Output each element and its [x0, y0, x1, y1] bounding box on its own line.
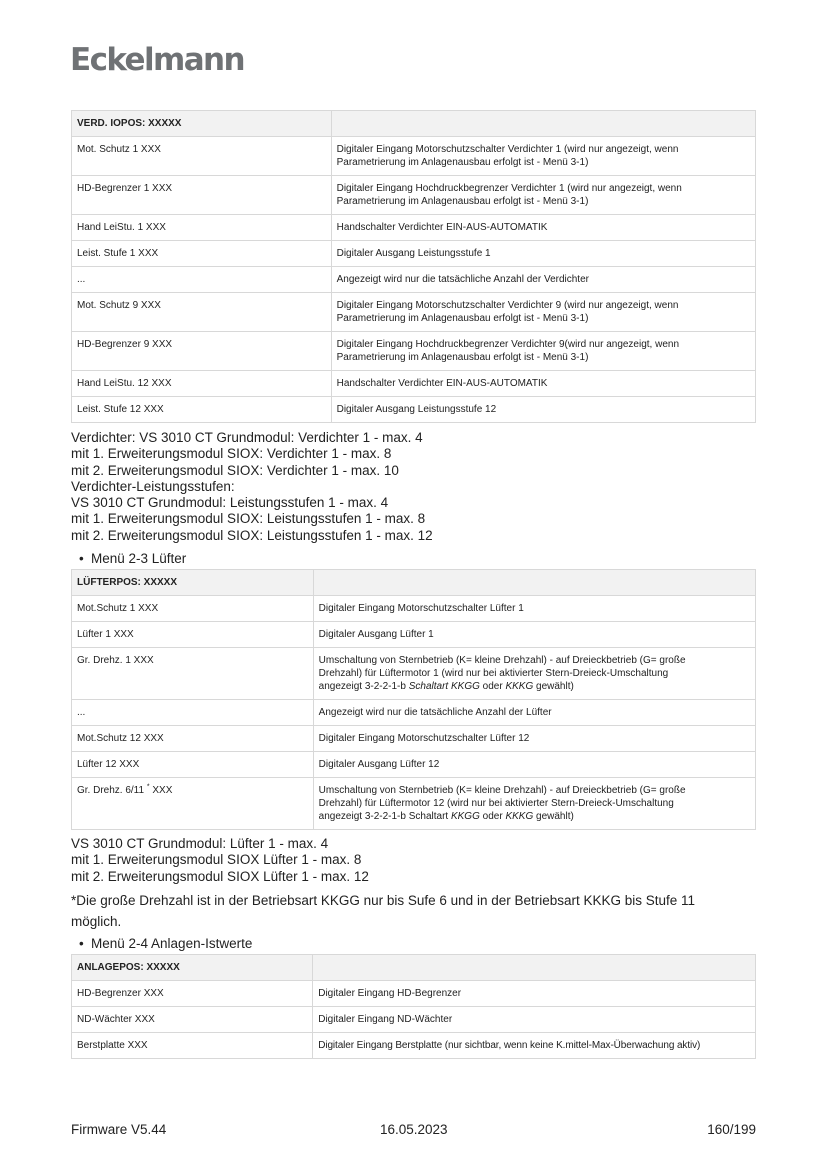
table-row [72, 752, 756, 778]
table-row [72, 293, 756, 332]
table-header-cell: ANLAGEPOS: XXXXX [72, 955, 313, 981]
table-header-cell-empty [313, 955, 756, 981]
row-label: Mot. Schutz 9 XXX [72, 293, 332, 332]
bullet-icon: • [79, 551, 84, 566]
note-line: mit 1. Erweiterungsmodul SIOX: Leistungsstufen 1 - max. 8 [71, 511, 426, 527]
row-description: Digitaler Eingang Hochdruckbegrenzer Verdichter 1 (wird nur angezeigt, wenn Parametrierung im Anlagenausbau erfolgt ist - Menü 3-1) [331, 176, 755, 215]
row-description: Angezeigt wird nur die tatsächliche Anzahl der Verdichter [331, 267, 755, 293]
bullet-label: Menü 2-4 Anlagen-Istwerte [91, 936, 253, 951]
row-label: Hand LeiStu. 1 XXX [72, 215, 332, 241]
table-row [72, 176, 756, 215]
row-label: HD-Begrenzer XXX [72, 981, 313, 1007]
table-header-cell-empty [331, 111, 755, 137]
table-row [72, 332, 756, 371]
row-label: ... [72, 267, 332, 293]
row-description: Digitaler Ausgang Leistungsstufe 1 [331, 241, 755, 267]
row-label: Mot. Schutz 1 XXX [72, 137, 332, 176]
note-line: mit 1. Erweiterungsmodul SIOX Lüfter 1 - max. 8 [71, 852, 362, 868]
row-label: Lüfter 12 XXX [72, 752, 314, 778]
row-label: HD-Begrenzer 1 XXX [72, 176, 332, 215]
row-label: Mot.Schutz 12 XXX [72, 726, 314, 752]
note-line: VS 3010 CT Grundmodul: Lüfter 1 - max. 4 [71, 836, 329, 851]
row-description: Digitaler Eingang Motorschutzschalter Verdichter 9 (wird nur angezeigt, wenn Parametrierung im Anlagenausbau erfolgt ist - Menü 3-1) [331, 293, 755, 332]
table-row [72, 215, 756, 241]
row-description: Umschaltung von Sternbetrieb (K= kleine Drehzahl) - auf Dreieckbetrieb (G= große Drehzahl) für Lüftermotor 12 (wird nur bei aktivierter Stern-Dreieck-Umschaltung angezeigt 3-2-2-1-b Schaltart KKGG oder KKKG gewählt) [313, 778, 755, 830]
table-header-row [72, 111, 756, 137]
table-row [72, 371, 756, 397]
table-header-row [72, 570, 756, 596]
row-label: ND-Wächter XXX [72, 1007, 313, 1033]
note-line: mit 1. Erweiterungsmodul SIOX: Verdichter 1 - max. 8 [71, 446, 392, 462]
table-header-cell: LÜFTERPOS: XXXXX [72, 570, 314, 596]
note-line: Verdichter-Leistungsstufen: [71, 478, 235, 494]
row-description: Handschalter Verdichter EIN-AUS-AUTOMATIK [331, 371, 755, 397]
table-row [72, 622, 756, 648]
table-header-cell: VERD. IOPOS: XXXXX [72, 111, 332, 137]
table-row [72, 267, 756, 293]
table-row [72, 981, 756, 1007]
bullet-menu-luefter [79, 551, 186, 567]
table-row [72, 397, 756, 423]
bullet-label: Menü 2-3 Lüfter [91, 551, 187, 566]
table-row [72, 726, 756, 752]
luefter-notes [71, 836, 761, 885]
note-line: Verdichter: VS 3010 CT Grundmodul: Verdichter 1 - max. 4 [71, 430, 423, 445]
row-description: Digitaler Eingang Motorschutzschalter Verdichter 1 (wird nur angezeigt, wenn Parametrierung im Anlagenausbau erfolgt ist - Menü 3-1) [331, 137, 755, 176]
table-row [72, 648, 756, 700]
footer-firmware: Firmware V5.44 [71, 1122, 167, 1137]
row-description: Digitaler Ausgang Lüfter 1 [313, 622, 755, 648]
footer-page-number: 160/199 [707, 1122, 756, 1137]
row-description: Digitaler Ausgang Lüfter 12 [313, 752, 755, 778]
table-row [72, 596, 756, 622]
table-header-cell-empty [313, 570, 755, 596]
bullet-icon: • [79, 936, 84, 951]
row-label: Hand LeiStu. 12 XXX [72, 371, 332, 397]
luefter-io-table [71, 569, 756, 830]
row-description: Digitaler Eingang HD-Begrenzer [313, 981, 756, 1007]
bullet-menu-anlagen [79, 936, 252, 952]
row-label: Mot.Schutz 1 XXX [72, 596, 314, 622]
row-description: Handschalter Verdichter EIN-AUS-AUTOMATIK [331, 215, 755, 241]
table-row [72, 241, 756, 267]
table-row [72, 1033, 756, 1059]
row-description: Umschaltung von Sternbetrieb (K= kleine Drehzahl) - auf Dreieckbetrieb (G= große Drehzahl) für Lüftermotor 1 (wird nur bei aktivierter Stern-Dreieck-Umschaltung angezeigt 3-2-2-1-b Schaltart KKGG oder KKKG gewählt) [313, 648, 755, 700]
row-description: Digitaler Eingang Motorschutzschalter Lüfter 12 [313, 726, 755, 752]
verdichter-io-table [71, 110, 756, 423]
row-description: Digitaler Eingang Motorschutzschalter Lüfter 1 [313, 596, 755, 622]
footnote-drehzahl: *Die große Drehzahl ist in der Betriebsart KKGG nur bis Sufe 6 und in der Betriebsart KKKG bis Stufe 11 möglich. [71, 893, 696, 929]
row-description: Digitaler Eingang Berstplatte (nur sichtbar, wenn keine K.mittel-Max-Überwachung aktiv) [313, 1033, 756, 1059]
row-label: Lüfter 1 XXX [72, 622, 314, 648]
note-line: VS 3010 CT Grundmodul: Leistungsstufen 1 - max. 4 [71, 495, 389, 511]
footer-date: 16.05.2023 [380, 1122, 448, 1137]
row-description: Digitaler Ausgang Leistungsstufe 12 [331, 397, 755, 423]
row-label: HD-Begrenzer 9 XXX [72, 332, 332, 371]
row-label: Leist. Stufe 1 XXX [72, 241, 332, 267]
verdichter-notes [71, 430, 761, 544]
row-description: Digitaler Eingang Hochdruckbegrenzer Verdichter 9(wird nur angezeigt, wenn Parametrierung im Anlagenausbau erfolgt ist - Menü 3-1) [331, 332, 755, 371]
row-label: Berstplatte XXX [72, 1033, 313, 1059]
row-label: Gr. Drehz. 1 XXX [72, 648, 314, 700]
note-line: mit 2. Erweiterungsmodul SIOX: Verdichter 1 - max. 10 [71, 462, 399, 478]
table-row [72, 700, 756, 726]
row-label: Leist. Stufe 12 XXX [72, 397, 332, 423]
eckelmann-logo: Eckelmann [70, 42, 244, 78]
anlagen-io-table [71, 954, 756, 1059]
row-label: Gr. Drehz. 6/11 * XXX [72, 778, 314, 830]
note-line: mit 2. Erweiterungsmodul SIOX: Leistungsstufen 1 - max. 12 [71, 527, 433, 543]
row-description: Digitaler Eingang ND-Wächter [313, 1007, 756, 1033]
table-header-row [72, 955, 756, 981]
table-row [72, 137, 756, 176]
row-description: Angezeigt wird nur die tatsächliche Anzahl der Lüfter [313, 700, 755, 726]
note-line: mit 2. Erweiterungsmodul SIOX Lüfter 1 - max. 12 [71, 868, 369, 884]
row-label: ... [72, 700, 314, 726]
table-row [72, 778, 756, 830]
table-row [72, 1007, 756, 1033]
